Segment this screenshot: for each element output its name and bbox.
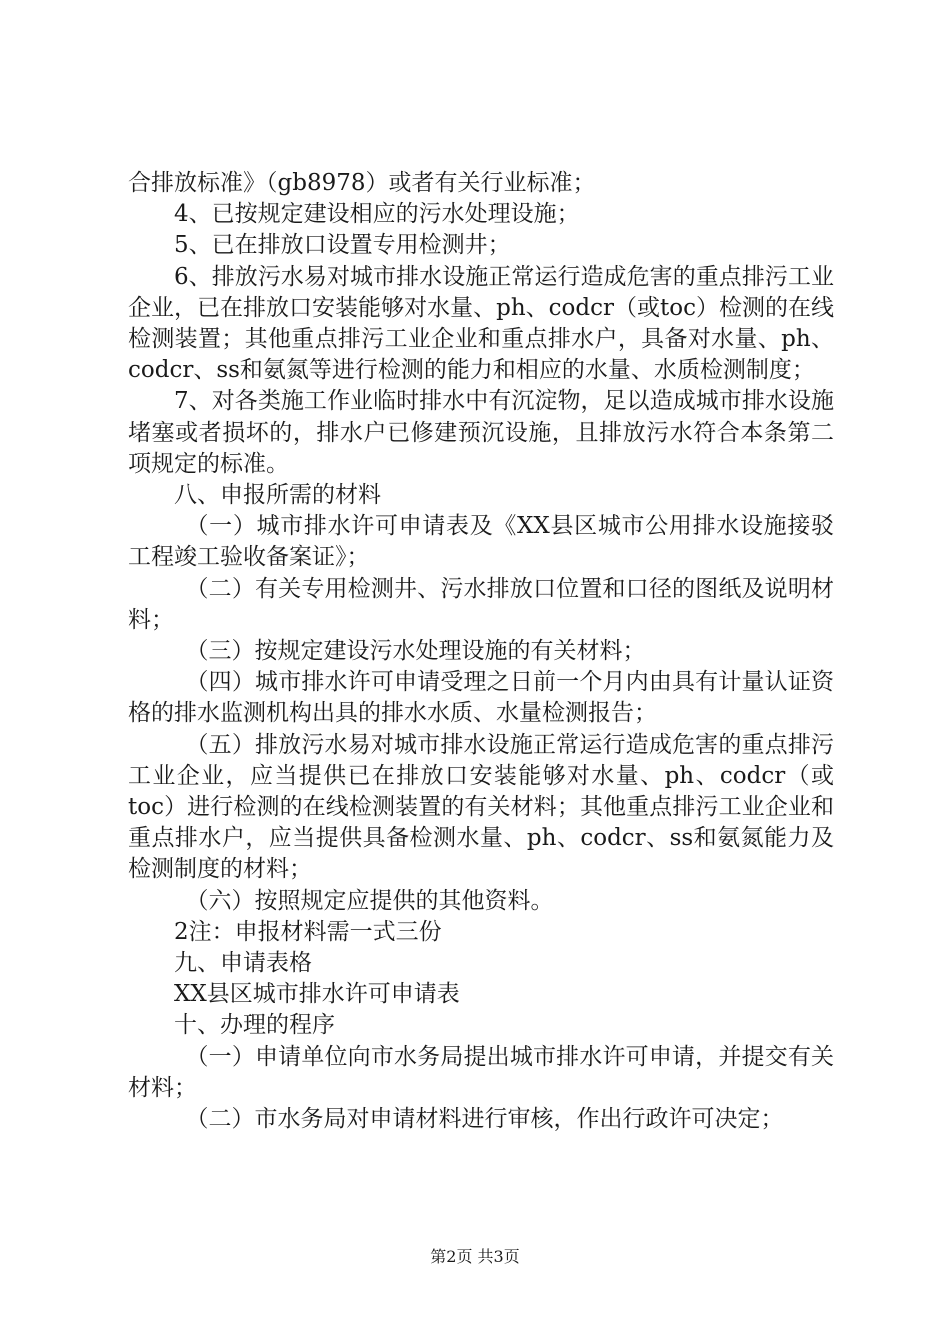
paragraph: 合排放标准》（gb8978）或者有关行业标准； [128, 170, 596, 196]
section-heading: 十、办理的程序 [174, 1012, 335, 1039]
paragraph: 6、排放污水易对城市排水设施正常运行造成危害的重点排污工业企业，已在排放口安装能够对水量、ph、codcr（或toc）检测的在线检测装置；其他重点排污工业企业和重点排水户，具备对水量、ph、codcr、ss和氨氮等进行检测的能力和相应的水量、水质检测制度； [128, 263, 834, 384]
paragraph: 5、已在排放口设置专用检测井； [174, 232, 511, 259]
section-heading: 九、申请表格 [174, 950, 312, 977]
paragraph: （一）申请单位向市水务局提出城市排水许可申请，并提交有关材料； [128, 1043, 834, 1101]
paragraph: 7、对各类施工作业临时排水中有沉淀物，足以造成城市排水设施堵塞或者损坏的，排水户已修建预沉设施，且排放污水符合本条第二项规定的标准。 [128, 388, 834, 477]
paragraph: （六）按照规定应提供的其他资料。 [185, 887, 554, 914]
paragraph: （二）有关专用检测井、污水排放口位置和口径的图纸及说明材料； [128, 575, 834, 633]
paragraph: 4、已按规定建设相应的污水处理设施； [174, 201, 580, 228]
paragraph: （三）按规定建设污水处理设施的有关材料； [185, 638, 646, 665]
paragraph: （五）排放污水易对城市排水设施正常运行造成危害的重点排污工业企业，应当提供已在排放口安装能够对水量、ph、codcr（或toc）进行检测的在线检测装置的有关材料；其他重点排污工业企业和重点排水户，应当提供具备检测水量、ph、codcr、ss和氨氮能力及检测制度的材料； [128, 731, 834, 883]
note: 2注：申报材料需一式三份 [174, 918, 442, 945]
document-body [128, 168, 834, 1135]
page-number-footer: 第2页 共3页 [430, 1247, 520, 1266]
paragraph: （四）城市排水许可申请受理之日前一个月内由具有计量认证资格的排水监测机构出具的排水水质、水量检测报告； [128, 669, 834, 727]
paragraph: （一）城市排水许可申请表及《XX县区城市公用排水设施接驳工程竣工验收备案证》； [128, 513, 834, 571]
paragraph: （二）市水务局对申请材料进行审核，作出行政许可决定； [185, 1106, 784, 1133]
section-heading: 八、申报所需的材料 [174, 482, 381, 509]
paragraph: XX县区城市排水许可申请表 [174, 981, 460, 1008]
